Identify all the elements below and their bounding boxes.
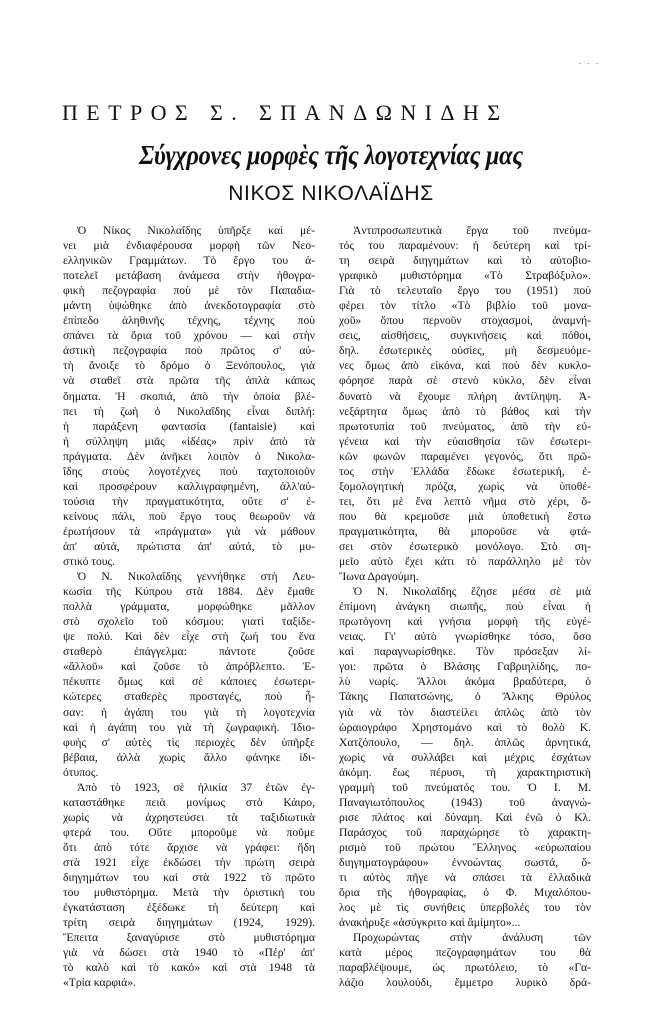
text-line: διηγηματογράφου» ἐννοώντας σωστά, ὅ- bbox=[339, 855, 591, 869]
text-line: νὰ σταθεῖ στὰ πρῶτα τῆς ἁπλὰ κάπως bbox=[63, 374, 315, 388]
text-line: λος μὲ τὶς συνήθεις ὑπερβολές του τὸν bbox=[339, 901, 591, 915]
text-line: σει στὸν ἐσωτερικὸ μονόλογο. Στὸ ση- bbox=[339, 539, 591, 553]
text-line: στὸ σχολεῖο τοῦ κόσμου: γιατὶ ταξίδε- bbox=[63, 615, 315, 629]
text-line: Ἀντιπροσωπευτικὰ ἔργα τοῦ πνεύμα- bbox=[353, 224, 591, 237]
text-line: ξομολογητικὴ πρόζα, χωρὶς νὰ ὑποθέ- bbox=[339, 479, 591, 493]
text-line: ἐγκατάσταση ἐξέδωκε τὴ δεύτερη καὶ bbox=[63, 901, 315, 915]
text-line: καὶ προσφέρουν καλλιγραφημένη, ἀλλ'αὐ- bbox=[63, 479, 315, 493]
text-line: νες ὅμως ἀπὸ εἰκόνα, καὶ ποὺ δὲν κυκλο- bbox=[339, 359, 591, 373]
text-line: Παράσχος τοῦ παραχώρησε τὸ χαρακτη- bbox=[339, 825, 591, 839]
left-column bbox=[63, 223, 315, 990]
text-line: πρωτόγονη καὶ γνήσια μορφὴ τῆς εὐγέ- bbox=[339, 615, 591, 629]
text-line: «Τρία καρφιά». bbox=[63, 976, 136, 990]
text-line: σαν: ἡ ἀγάπη του γιὰ τὴ λογοτεχνία bbox=[63, 705, 315, 719]
text-line: φτερά του. Οὔτε μποροῦμε νὰ ποῦμε bbox=[63, 825, 315, 839]
text-line: καὶ παραγνωρίσθηκε. Τὸν πρόσεξαν λί- bbox=[339, 645, 591, 659]
text-line: νεξάρτητα ὅμως ἀπὸ τὸ βάθος καὶ τὴν bbox=[339, 404, 591, 418]
text-line: «ἄλλοῦ» καὶ ζοῦσε τὸ ἀπρόβλεπτο. Ἐ- bbox=[63, 660, 315, 674]
text-line: Ὁ Νίκος Νικολαΐδης ὑπῆρξε καὶ μέ- bbox=[77, 224, 315, 237]
text-line: τὸ καλὸ καὶ τὸ κακό» καὶ στὰ 1948 τὰ bbox=[63, 961, 315, 975]
text-line: τὴ ἄνοιξε τὸ δρόμο ὁ Ξενόπουλος, γιὰ bbox=[63, 359, 315, 373]
text-line: τός του παραμένουν: ἡ δεύτερη καὶ τρί- bbox=[339, 239, 591, 253]
text-line: γένεια καὶ τὴν εὐαισθησία τῶν ἐσωτερι- bbox=[339, 434, 591, 448]
text-line: Προχωρώντας στὴν ἀνάλυση τῶν bbox=[353, 931, 591, 945]
text-line: πρωτοτυπία τοῦ πνεύματος, ἀπὸ τὴν εὐ- bbox=[339, 419, 591, 433]
text-line: νειας. Γι' αὐτὸ γνωρίσθηκε τόσο, ὅσο bbox=[339, 630, 591, 644]
text-line: ἡ παράξενη φαντασία (fantaisie) καὶ bbox=[63, 419, 315, 433]
text-line: γραμμὴ τοῦ πνεύματός του. Ὁ Ι. Μ. bbox=[339, 780, 591, 794]
text-line: Ἔπειτα ξαναγύρισε στὸ μυθιστόρημα bbox=[63, 931, 315, 945]
text-line: Ὁ Ν. Νικολαΐδης ἔζησε μέσα σὲ μιὰ bbox=[353, 585, 591, 599]
text-line: πράγματα. Δὲν ἀνῆκει λοιπὸν ὁ Νικολα- bbox=[63, 449, 315, 463]
text-line: πει τὴ ζωὴ ὁ Νικολαΐδης εἶναι διπλή: bbox=[63, 404, 315, 418]
text-line: βέβαια, ἀλλὰ χωρὶς ἄλλο φάνηκε ἰδι- bbox=[63, 750, 315, 764]
text-line: Ὁ Ν. Νικολαΐδης γεννήθηκε στὴ Λευ- bbox=[77, 570, 315, 584]
text-line: γραφικὸ μυθιστόρημα «Τὸ Στραβόξυλο». bbox=[339, 269, 591, 283]
text-line: λάζιο λουλούδι, ἔμμετρο λυρικὸ δρά- bbox=[339, 976, 591, 990]
text-line: σταθερὸ ἐπάγγελμα: πάντοτε ζοῦσε bbox=[63, 645, 315, 659]
text-line: τούσια τὴν πραγματικότητα, οὔτε σ' ἐ- bbox=[63, 494, 315, 508]
text-line: χοῦ» ὅπου περνοῦν στοχασμοί, ἀναμνή- bbox=[339, 314, 591, 328]
text-line: ὡραιογράφο Χρηστομάνο καὶ τὸ θολὸ Κ. bbox=[339, 720, 591, 734]
text-line: Ἀπὸ τὸ 1923, σὲ ἡλικία 37 ἐτῶν ἐγ- bbox=[77, 780, 315, 794]
text-line: τει, ὅτι μὲ ἕνα λεπτὸ νῆμα στὸ χέρι, ὅ- bbox=[339, 494, 591, 508]
text-line: ψε πολύ. Καὶ δὲν εἶχε στὴ ζωή του ἕνα bbox=[63, 630, 315, 644]
text-line: μεῖο αὐτὸ ἔχει κάτι τὸ παράλληλο μὲ τὸν bbox=[339, 555, 591, 569]
text-line: Γιὰ τὸ τελευταῖο ἔργο του (1951) ποὺ bbox=[339, 284, 591, 298]
text-line: ΐδης στοὺς λογοτέχνες ποὺ ταχτοποιοῦν bbox=[63, 464, 315, 478]
article-subject: ΝΙΚΟΣ ΝΙΚΟΛΑΪΔΗΣ bbox=[228, 182, 434, 205]
text-line: ελληνικῶν Γραμμάτων. Τὸ ἔργο του ἀ- bbox=[63, 254, 315, 268]
text-line: ἐπίμονη ἀνάγκη σιωπῆς, ποὺ εἶναι ἡ bbox=[339, 600, 591, 614]
text-line: σεις, αἰσθήσεις, συγκινήσεις καὶ πόθοι, bbox=[339, 329, 591, 343]
article-title: Σύγχρονες μορφὲς τῆς λογοτεχνίας μας bbox=[139, 140, 523, 170]
text-line: στὰ 1921 εἶχε ἐκδώσει τὴν πρώτη σειρὰ bbox=[63, 855, 315, 869]
text-line: καταστάθηκε πειὰ μονίμως στὸ Κάιρο, bbox=[63, 795, 315, 809]
text-line: κώτερες σταθερὲς προσταγές, ποὺ ἦ- bbox=[63, 690, 315, 704]
text-line: τη σειρὰ διηγημάτων καὶ τὸ αὐτοβιο- bbox=[339, 254, 591, 268]
text-line: ἐπίπεδο ἀληθινῆς τέχνης, τέχνης ποὺ bbox=[63, 314, 315, 328]
text-line: τρίτη σειρὰ διηγημάτων (1924, 1929). bbox=[63, 916, 315, 930]
text-line: πέκυπτε ὅμως καὶ σὲ κάποιες ἐσωτερι- bbox=[63, 675, 315, 689]
text-line: ἐρωτήσουν τὰ «πράγματα» γιὰ νὰ μάθουν bbox=[63, 524, 315, 538]
text-line: στικό τους. bbox=[63, 555, 115, 569]
text-line: πολλὰ γράμματα, μορφώθηκε μᾶλλον bbox=[63, 600, 315, 614]
text-line: γοι: πρῶτα ὁ Βλάσης Γαβριηλίδης, πο- bbox=[339, 660, 591, 674]
text-line: φικὴ πεζογραφία ποὺ μὲ τὸν Παπαδια- bbox=[63, 284, 315, 298]
text-line: ἡ σύλληψη μιᾶς «ἰδέας» πρὶν ἀπὸ τὰ bbox=[63, 434, 315, 448]
right-column bbox=[339, 223, 591, 990]
text-line: γιὰ νὰ τὸν διαστείλει ἁπλῶς ἀπὸ τὸν bbox=[339, 705, 591, 719]
page-mark: · · · bbox=[578, 60, 600, 68]
text-line: φέρει τὸν τίτλο «Τὸ βιβλίο τοῦ μονα- bbox=[339, 299, 591, 313]
text-line: κῶν φωνῶν παραμένει γεγονός, ὅτι πρῶ- bbox=[339, 449, 591, 463]
text-line: που θὰ κρεμοῦσε μιὰ ὑποθετικὴ ἔστω bbox=[339, 509, 591, 523]
text-line: γιὰ νὰ δώσει στὰ 1940 τὸ «Πέρ' ἀπ' bbox=[63, 946, 315, 960]
text-line: Χατζόπουλο, — δηλ. ἁπλῶς ἀρνητικά, bbox=[339, 735, 591, 749]
text-line: ότυπος. bbox=[63, 765, 99, 779]
text-line: τι αὐτὸς πῆγε νὰ σπάσει τὰ ἑλλαδικὰ bbox=[339, 871, 591, 885]
text-line: Παναγιωτόπουλος (1943) τοῦ ἀναγνώ- bbox=[339, 795, 591, 809]
text-line: νει μιὰ ἐνδιαφέρουσα μορφὴ τῶν Νεο- bbox=[63, 239, 315, 253]
text-line: ὅρια τῆς ἠθογραφίας, ὁ Φ. Μιχαλόπου- bbox=[339, 886, 591, 900]
text-line: κείνους πάλι, ποὺ ἔργο τους θεωροῦν νὰ bbox=[63, 509, 315, 523]
text-line: του μυθιστόρημα. Μετὰ τὴν ὁριστική του bbox=[63, 886, 315, 900]
text-line: σπάνει τὰ ὅρια τοῦ χρόνου — καὶ στὴν bbox=[63, 329, 315, 343]
text-line: μάντη ὑψώθηκε ἀπὸ ἀνεκδοτογραφία στὸ bbox=[63, 299, 315, 313]
text-line: Ἴωνα Δραγούμη. bbox=[339, 570, 419, 584]
text-line: ρισμὸ τοῦ πρώτου Ἕλληνος «εὐρωπαίου bbox=[339, 840, 591, 854]
text-line: φόρησε παρὰ σὲ στενὸ κύκλο, δὲν εἶναι bbox=[339, 374, 591, 388]
text-line: ποτελεῖ μετάβαση ἀνάμεσα στὴν ἠθογρα- bbox=[63, 269, 315, 283]
author-name: ΠΕΤΡΟΣ Σ. ΣΠΑΝΔΩΝΙΔΗΣ bbox=[62, 100, 509, 125]
text-line: χωρὶς νὰ ἀχρηστεύσει τὰ ταξιδιωτικὰ bbox=[63, 810, 315, 824]
text-line: ἀπ' αὐτά, πρώτιστα ἀπ' αὐτά, τὸ μυ- bbox=[63, 539, 315, 553]
text-line: διηγημάτων του καὶ στὰ 1922 τὸ πρῶτο bbox=[63, 871, 315, 885]
text-line: ἀνακήρυξε «ἀσύγκριτο καὶ ἄμίμητο»... bbox=[339, 916, 521, 930]
text-line: ὅηματα. Ἡ σκοπιά, ἀπὸ τὴν ὁποία βλέ- bbox=[63, 389, 315, 403]
text-line: ἀκόμη. ἕως πέρυσι, τὴ χαρακτηριστικὴ bbox=[339, 765, 591, 779]
text-line: φυὴς σ' αὐτὲς τὶς περιοχὲς δὲν ὑπῆρξε bbox=[63, 735, 315, 749]
text-line: τος στὴν Ἑλλάδα ἔδωκε ἐσωτερική, ἐ- bbox=[339, 464, 591, 478]
text-line: καὶ ἡ ἀγάπη του γιὰ τὴ ζωγραφική. Ἰδιο- bbox=[63, 720, 315, 734]
text-line: παραβλέψουμε, ὡς πρωτόλειο, τὸ «Γα- bbox=[339, 961, 591, 975]
text-line: κωσία τῆς Κύπρου στὰ 1884. Δὲν ἔμαθε bbox=[63, 585, 315, 599]
text-line: ρισε πλάτος καὶ δύναμη. Καὶ ἐνῶ ὁ Κλ. bbox=[339, 810, 591, 824]
text-line: ἀστικὴ πεζογραφία ποὺ πρῶτος σ' αὐ- bbox=[63, 344, 315, 358]
text-line: κατὰ μέρος πεζογραφημάτων του θὰ bbox=[339, 946, 591, 960]
text-line: δυνατὸ νὰ ἔχουμε πλήρη ἀντίληψη. Ἀ- bbox=[339, 389, 591, 403]
text-line: λὺ νωρίς. Ἄλλοι ἀκόμα βραδύτερα, ὁ bbox=[339, 675, 591, 689]
text-line: Τάκης Παπατσώνης, ὁ Ἄλκης Θρύλος bbox=[339, 690, 591, 704]
text-line: ὅτι ἀπὸ τότε ἄρχισε νὰ γράφει: ἤδη bbox=[63, 840, 315, 854]
text-line: χωρὶς νὰ συλλάβει καὶ μέχρις ἐσχάτων bbox=[339, 750, 591, 764]
text-line: πραγματικότητα, θὰ μποροῦσε νὰ φτά- bbox=[339, 524, 591, 538]
text-line: δηλ. ἐσωτερικὲς οὐσίες, μὴ δεσμευόμε- bbox=[339, 344, 591, 358]
